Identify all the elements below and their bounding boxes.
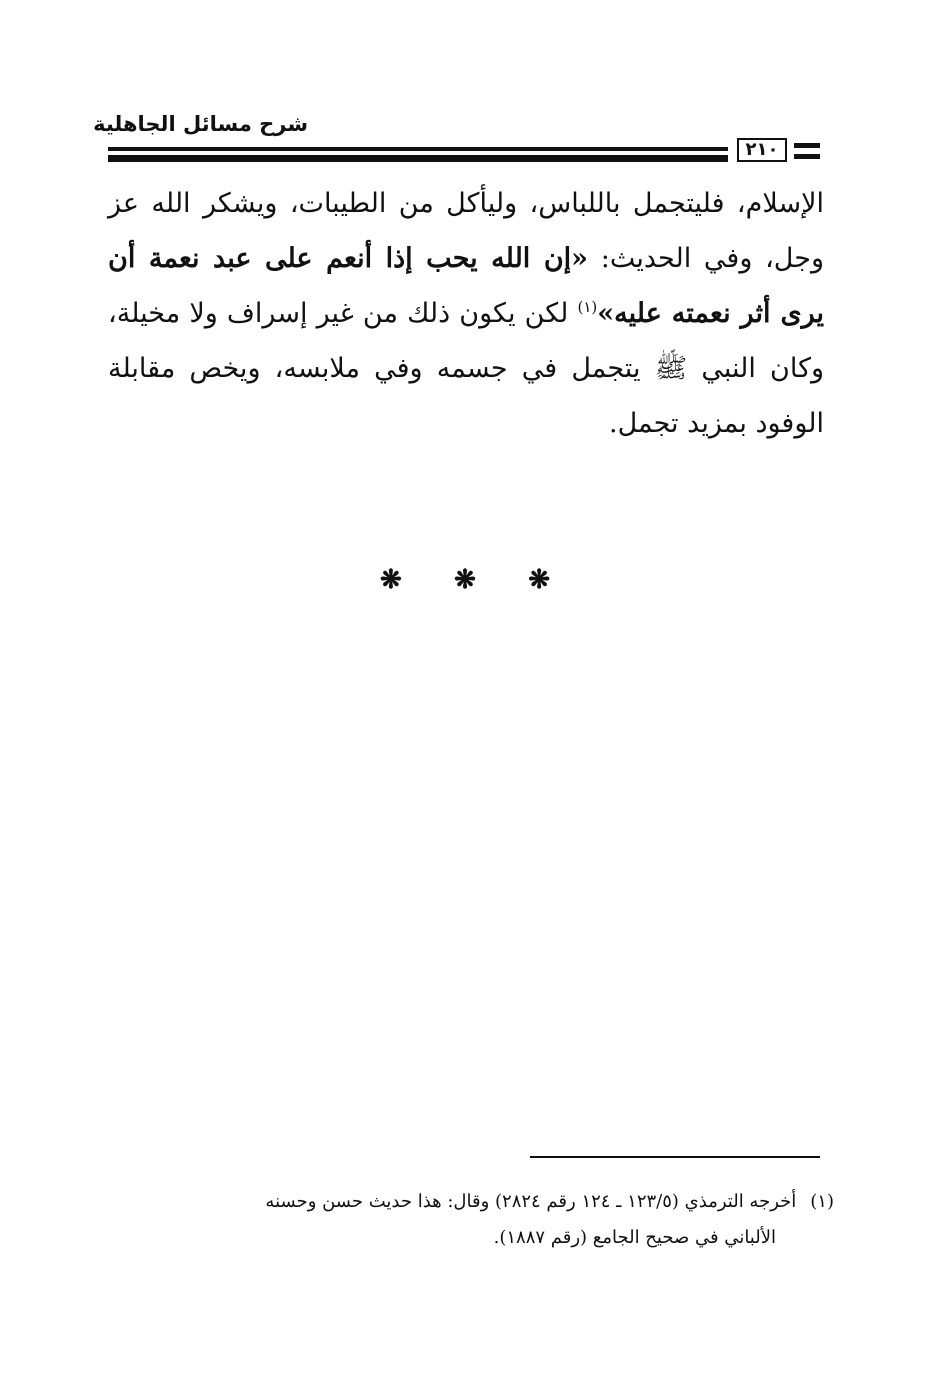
- header-rule-top: [108, 147, 728, 151]
- footnote-line-2: الألباني في صحيح الجامع (رقم ١٨٨٧).: [493, 1227, 776, 1248]
- header-rule-short-bottom: [794, 154, 820, 159]
- running-title: شرح مسائل الجاهلية: [93, 112, 308, 136]
- footnote-divider: [530, 1156, 820, 1158]
- body-text: [108, 176, 824, 451]
- hadith-quote: «إن الله يحب إذا أنعم على عبد نعمة أن يرى أثر نعمته عليه»: [108, 243, 824, 329]
- footnote-number: (١): [810, 1191, 834, 1212]
- footnote-line-1: أخرجه الترمذي (١٢٣/٥ ـ ١٢٤ رقم ٢٨٢٤) وقال: هذا حديث حسن وحسنه: [265, 1191, 797, 1212]
- body-text-part-1: الإسلام، فليتجمل باللباس، وليأكل من الطيبات، ويشكر الله عز وجل، وفي الحديث:: [108, 188, 824, 274]
- asterism-icon: ❋: [528, 565, 550, 595]
- footnote: [112, 1184, 834, 1256]
- page-number: ٢١٠: [737, 138, 787, 162]
- section-separator: [380, 565, 550, 595]
- asterism-icon: ❋: [454, 565, 476, 595]
- header-rule-short-top: [794, 143, 820, 148]
- footnote-reference: (١): [577, 298, 598, 316]
- asterism-icon: ❋: [380, 565, 402, 595]
- header-rule-bottom: [108, 155, 728, 162]
- body-text-part-2: لكن يكون ذلك من غير إسراف ولا مخيلة، وكان النبي ﷺ يتجمل في جسمه وفي ملابسه، ويخص مقابلة الوفود بمزيد تجمل.: [108, 298, 824, 439]
- body-paragraph: [108, 176, 824, 451]
